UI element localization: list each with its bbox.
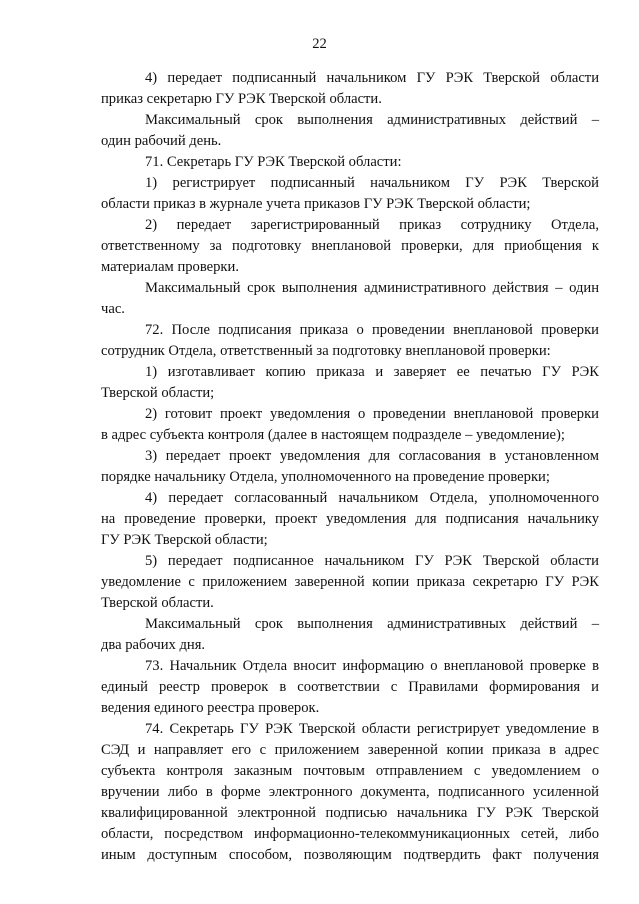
text-line: 73. Начальник Отдела вносит информацию о внеплановой проверке в [145,658,599,674]
text-line: 2) готовит проект уведомления о проведении внеплановой проверки [145,406,599,422]
text-line: ответственному за подготовку внеплановой проверки, для приобщения к [101,238,599,254]
text-line: на проведение проверки, проект уведомления для подписания начальнику [101,511,599,527]
text-line: Максимальный срок выполнения административных действий – [145,616,599,632]
page-number: 22 [312,36,327,52]
text-line: сотрудник Отдела, ответственный за подготовку внеплановой проверки: [101,343,551,359]
text-line: 74. Секретарь ГУ РЭК Тверской области регистрирует уведомление в [145,721,599,737]
text-line: иным доступным способом, позволяющим подтвердить факт получения [101,847,599,863]
text-line: 4) передает согласованный начальником Отдела, уполномоченного [145,490,599,506]
text-line: приказ секретарю ГУ РЭК Тверской области. [101,91,382,107]
text-line: Тверской области. [101,595,214,611]
text-line: два рабочих дня. [101,637,206,653]
text-line: в адрес субъекта контроля (далее в настоящем подразделе – уведомление); [101,427,565,443]
text-line: один рабочий день. [101,133,222,149]
text-line: квалифицированной электронной подписью начальника ГУ РЭК Тверской [101,805,599,821]
text-line: 72. После подписания приказа о проведении внеплановой проверки [145,322,599,338]
text-line: Максимальный срок выполнения административных действий – [145,112,599,128]
text-line: порядке начальнику Отдела, уполномоченного на проведение проверки; [101,469,550,485]
text-line: материалам проверки. [101,259,239,275]
text-line: области, посредством информационно-телекоммуникационных сетей, либо [101,826,599,842]
text-line: единый реестр проверок в соответствии с Правилами формирования и [101,679,599,695]
text-line: 1) регистрирует подписанный начальником ГУ РЭК Тверской [145,175,599,191]
text-line: 2) передает зарегистрированный приказ сотруднику Отдела, [145,217,599,233]
text-line: 5) передает подписанное начальником ГУ РЭК Тверской области [145,553,599,569]
text-line: уведомление с приложением заверенной копии приказа секретарю ГУ РЭК [101,574,599,590]
text-line: СЭД и направляет его с приложением заверенной копии приказа в адрес [101,742,599,758]
text-line: 3) передает проект уведомления для согласования в установленном [145,448,599,464]
text-line: 4) передает подписанный начальником ГУ РЭК Тверской области [145,70,599,86]
text-line: Максимальный срок выполнения административного действия – один [145,280,599,296]
text-line: вручении либо в форме электронного документа, подписанного усиленной [101,784,599,800]
text-line: ГУ РЭК Тверской области; [101,532,268,548]
text-line: области приказ в журнале учета приказов ГУ РЭК Тверской области; [101,196,531,212]
text-line: Тверской области; [101,385,215,401]
text-line: час. [101,301,125,317]
text-line: 71. Секретарь ГУ РЭК Тверской области: [145,154,402,170]
text-line: 1) изготавливает копию приказа и заверяет ее печатью ГУ РЭК [145,364,599,380]
text-line: ведения единого реестра проверок. [101,700,320,716]
text-line: субъекта контроля заказным почтовым отправлением с уведомлением о [101,763,599,779]
